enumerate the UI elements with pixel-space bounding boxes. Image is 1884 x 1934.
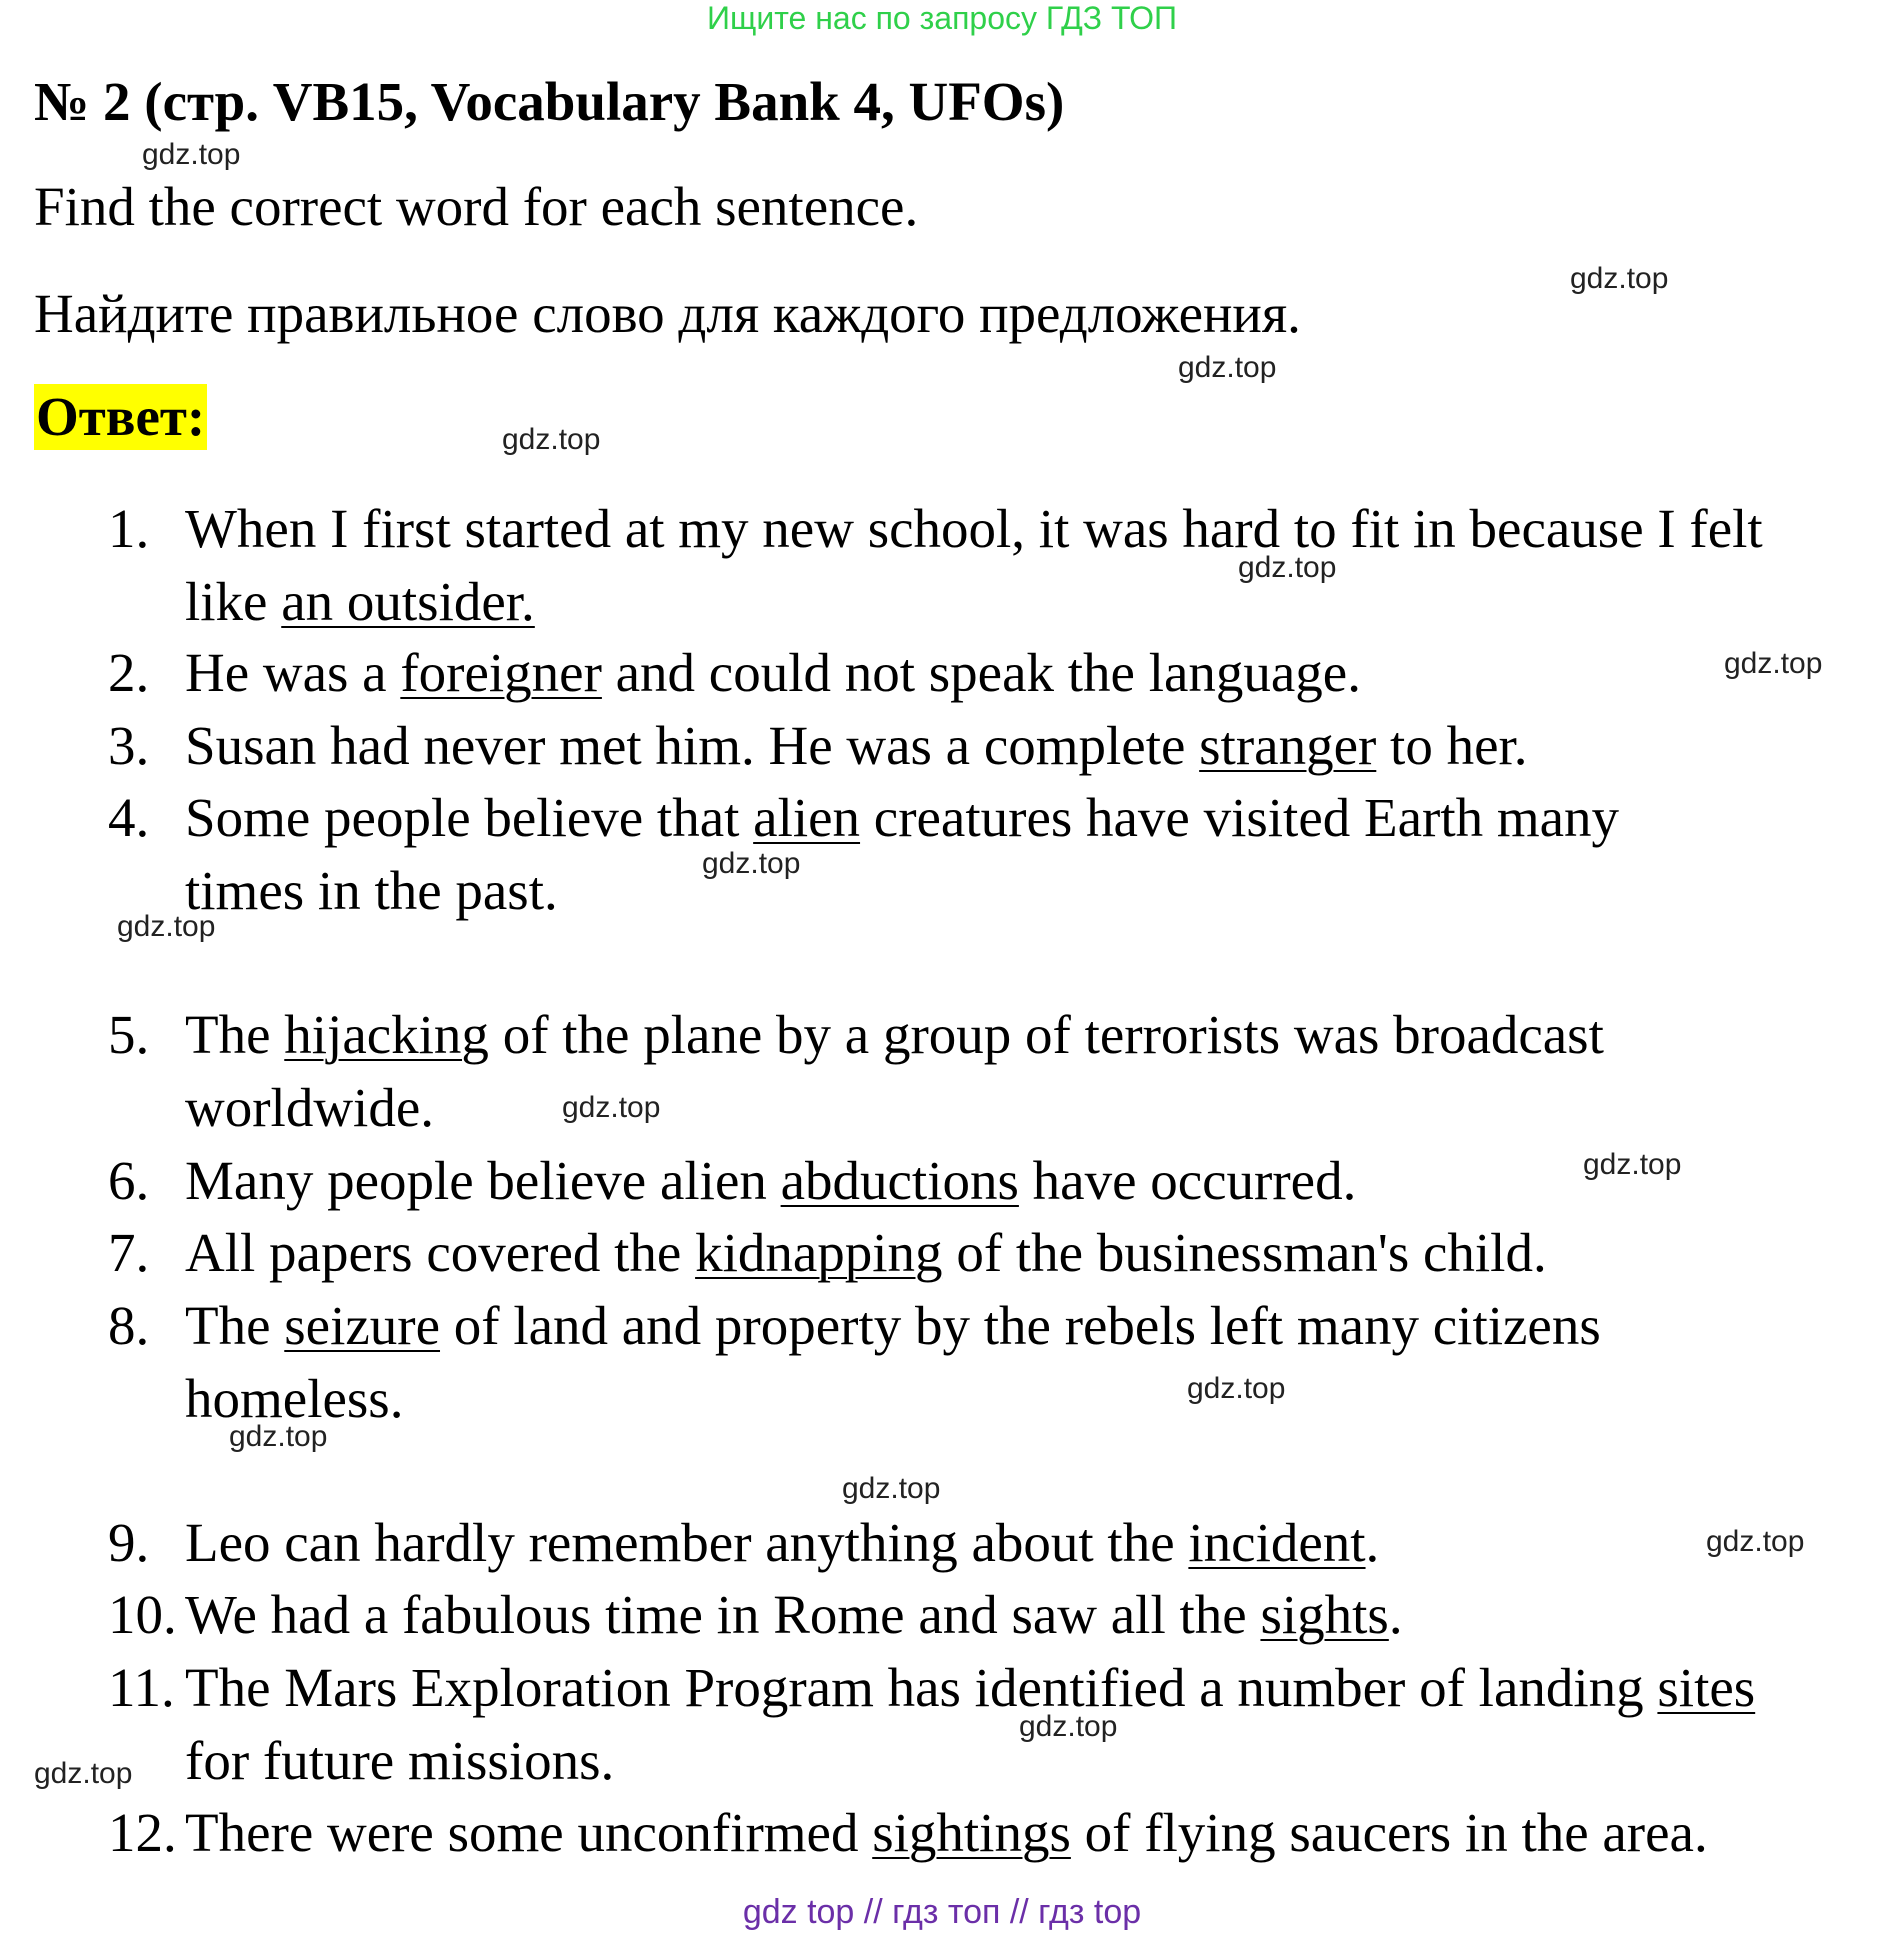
answer-word: alien: [753, 787, 861, 848]
answer-word: hijacking: [284, 1004, 489, 1065]
footer-watermark: gdz top // гдз топ // гдз top: [742, 1893, 1142, 1931]
watermark: gdz.top: [502, 423, 601, 456]
answer-word: foreigner: [400, 642, 602, 703]
watermark: gdz.top: [842, 1472, 941, 1505]
item-number: 8.: [108, 1295, 150, 1356]
answer-word: sites: [1657, 1657, 1756, 1718]
answer-word: abductions: [780, 1150, 1019, 1211]
item-number: 12.: [108, 1802, 177, 1863]
item-text: Many people believe alien abductions have occurred.: [185, 1150, 1357, 1211]
exercise-title: № 2 (стр. VB15, Vocabulary Bank 4, UFOs): [34, 71, 1065, 132]
item-number: 9.: [108, 1512, 150, 1573]
answer-word: seizure: [284, 1295, 441, 1356]
item-number: 4.: [108, 787, 150, 848]
watermark: gdz.top: [34, 1757, 133, 1790]
item-text: When I first started at my new school, it was hard to fit in because I felt like an outsider.: [185, 498, 1763, 632]
item-number: 3.: [108, 715, 150, 776]
item-number: 2.: [108, 642, 150, 703]
item-number: 1.: [108, 498, 150, 559]
item-text: Leo can hardly remember anything about the incident.: [185, 1512, 1380, 1573]
item-number: 11.: [108, 1657, 175, 1718]
item-text: The seizure of land and property by the rebels left many citizens homeless.: [185, 1295, 1601, 1429]
item-text: The hijacking of the plane by a group of terrorists was broadcast worldwide.: [185, 1004, 1604, 1138]
watermark: gdz.top: [1706, 1525, 1805, 1558]
answer-word: an outsider.: [281, 571, 535, 632]
answer-word: stranger: [1199, 715, 1377, 776]
watermark: gdz.top: [142, 138, 241, 171]
item-text: He was a foreigner and could not speak the language.: [185, 642, 1361, 703]
answer-word: incident: [1188, 1512, 1366, 1573]
item-number: 5.: [108, 1004, 150, 1065]
watermark: gdz.top: [1570, 262, 1669, 295]
item-number: 6.: [108, 1150, 150, 1211]
item-number: 10.: [108, 1584, 177, 1645]
item-text: Susan had never met him. He was a complete stranger to her.: [185, 715, 1528, 776]
watermark: gdz.top: [229, 1420, 328, 1453]
item-text: There were some unconfirmed sightings of flying saucers in the area.: [185, 1802, 1708, 1863]
item-text: Some people believe that alien creatures have visited Earth many times in the past.: [185, 787, 1620, 921]
item-text: All papers covered the kidnapping of the businessman's child.: [185, 1222, 1547, 1283]
watermark: gdz.top: [1583, 1148, 1682, 1181]
search-banner: Ищите нас по запросу ГДЗ ТОП: [707, 0, 1177, 36]
answer-label: Ответ:: [34, 384, 207, 450]
watermark: gdz.top: [1178, 351, 1277, 384]
watermark: gdz.top: [117, 910, 216, 943]
watermark: gdz.top: [562, 1091, 661, 1124]
watermark: gdz.top: [1187, 1372, 1286, 1405]
task-english: Find the correct word for each sentence.: [34, 176, 919, 237]
answer-word: kidnapping: [695, 1222, 943, 1283]
watermark: gdz.top: [1019, 1710, 1118, 1743]
watermark: gdz.top: [1238, 551, 1337, 584]
watermark: gdz.top: [702, 847, 801, 880]
item-number: 7.: [108, 1222, 150, 1283]
item-text: We had a fabulous time in Rome and saw all the sights.: [185, 1584, 1403, 1645]
answer-word: sights: [1260, 1584, 1389, 1645]
item-text: The Mars Exploration Program has identified a number of landing sites for future missions.: [185, 1657, 1756, 1791]
task-russian: Найдите правильное слово для каждого предложения.: [34, 283, 1301, 344]
watermark: gdz.top: [1724, 647, 1823, 680]
answer-word: sightings: [872, 1802, 1071, 1863]
